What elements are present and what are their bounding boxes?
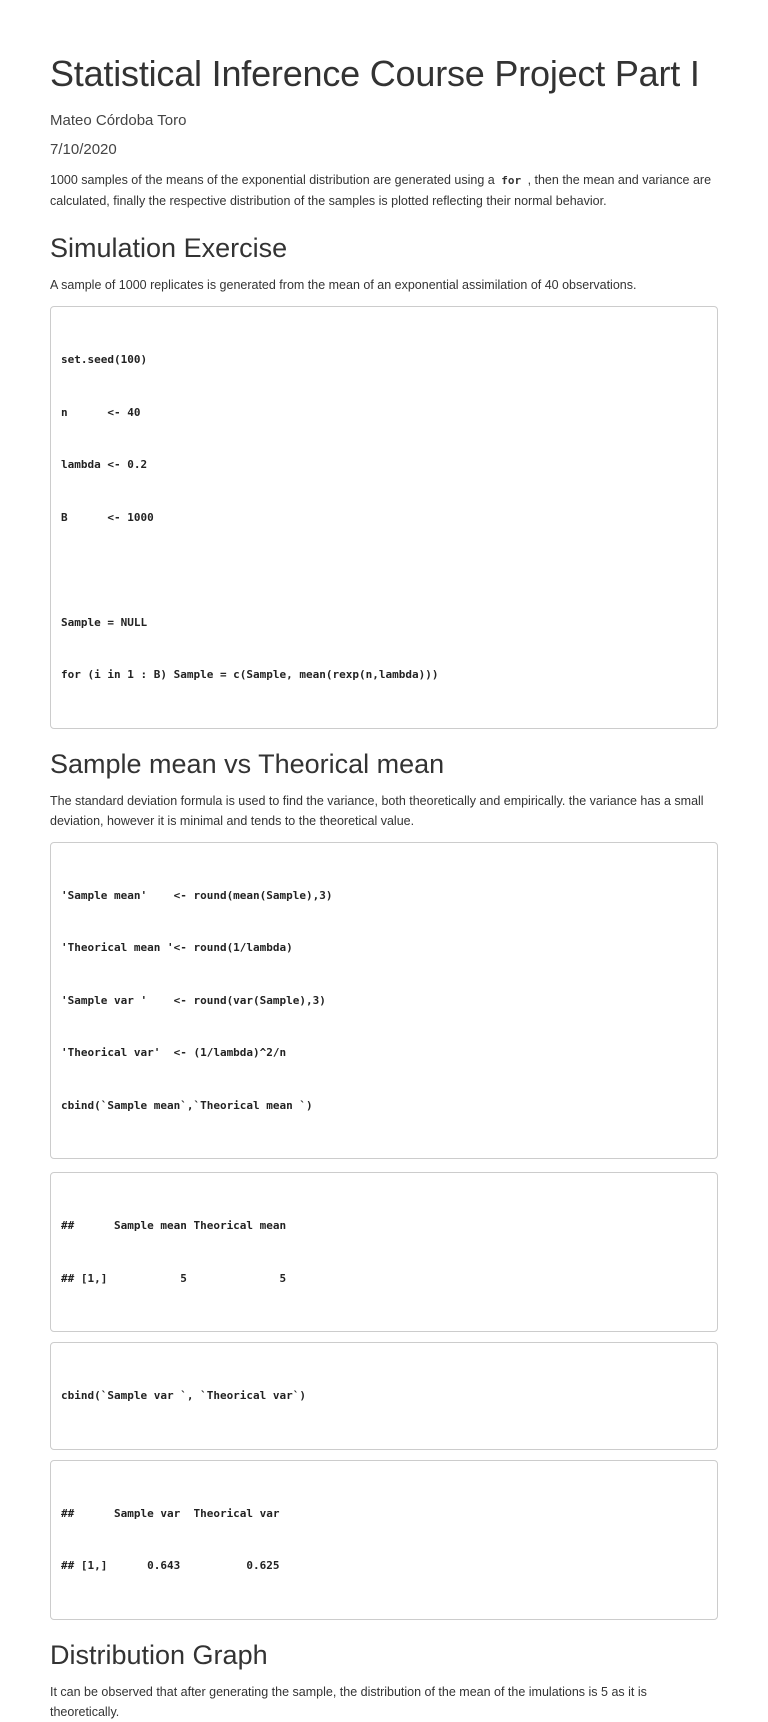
code-line: 'Sample mean' <- round(mean(Sample),3) xyxy=(61,888,333,902)
output-line: ## [1,] 5 5 xyxy=(61,1271,287,1285)
code-line: cbind(`Sample mean`,`Theorical mean `) xyxy=(61,1098,313,1112)
code-line: n <- 40 xyxy=(61,405,141,419)
date: 7/10/2020 xyxy=(50,141,117,158)
code-line: lambda <- 0.2 xyxy=(61,458,148,471)
output-block-mean xyxy=(50,1172,718,1332)
inline-code-for: for xyxy=(501,174,522,187)
mean-paragraph: The standard deviation formula is used to find the variance, both theoretically and empirically. the variance has a small deviation, however it is minimal and tends to the theoretical value. xyxy=(50,793,704,828)
intro-paragraph xyxy=(50,170,718,211)
code-line: set.seed(100) xyxy=(61,353,148,366)
author: Mateo Córdoba Toro xyxy=(50,112,187,129)
code-line: cbind(`Sample var `, `Theorical var`) xyxy=(61,1389,307,1402)
code-line: Sample = NULL xyxy=(61,615,148,629)
code-block-simulation xyxy=(50,306,718,729)
code-line: B <- 1000 xyxy=(61,510,154,524)
code-block-var xyxy=(50,1342,718,1450)
code-line: 'Theorical var' <- (1/lambda)^2/n xyxy=(61,1046,287,1059)
code-line: for (i in 1 : B) Sample = c(Sample, mean(rexp(n,lambda))) xyxy=(61,668,439,681)
code-block-mean xyxy=(50,842,718,1160)
code-line: 'Sample var ' <- round(var(Sample),3) xyxy=(61,993,326,1007)
graph-paragraph: It can be observed that after generating the sample, the distribution of the mean of the imulations is 5 as it is theoretically. xyxy=(50,1684,647,1719)
heading-distribution-graph: Distribution Graph xyxy=(50,1639,268,1670)
heading-simulation-exercise: Simulation Exercise xyxy=(50,233,288,263)
intro-text-end: , then the mean and variance are calculated, finally the respective distribution of the samples is plotted reflecting their normal behavior. xyxy=(50,173,712,208)
simulation-paragraph: A sample of 1000 replicates is generated from the mean of an exponential assimilation of 40 observations. xyxy=(50,278,637,292)
document-title: Statistical Inference Course Project Part I xyxy=(50,53,700,94)
code-line: 'Theorical mean '<- round(1/lambda) xyxy=(61,941,293,954)
output-line: ## Sample var Theorical var xyxy=(61,1506,280,1520)
intro-text-start: 1000 samples of the means of the exponential distribution are generated using a xyxy=(50,173,499,187)
output-block-var xyxy=(50,1460,718,1620)
output-line: ## Sample mean Theorical mean xyxy=(61,1219,287,1232)
heading-sample-mean: Sample mean vs Theorical mean xyxy=(50,748,445,779)
code-line xyxy=(61,561,707,579)
output-line: ## [1,] 0.643 0.625 xyxy=(61,1559,280,1572)
